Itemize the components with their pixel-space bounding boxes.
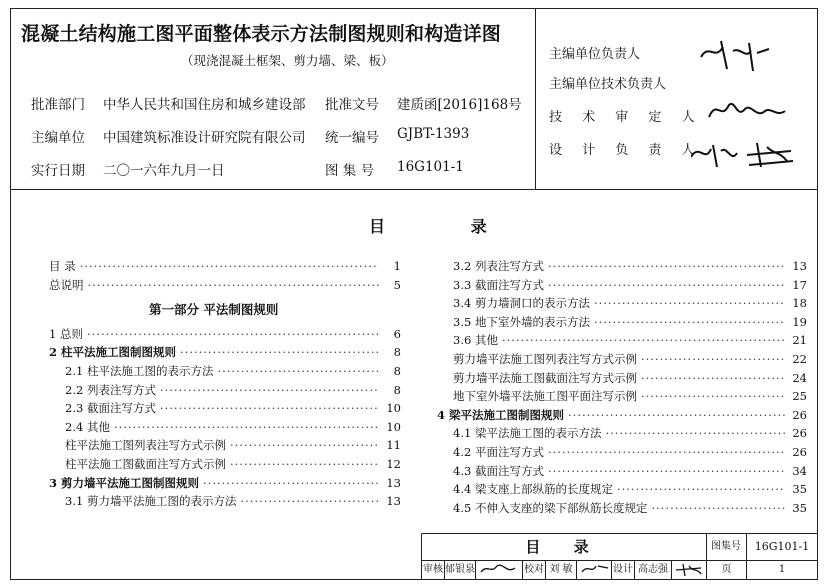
toc-entry-page: 34 xyxy=(792,463,807,478)
toc-entry-label: 2 柱平法施工图制图规则 xyxy=(49,345,177,360)
approval-dept-label: 批准部门 xyxy=(31,97,85,113)
toc-entry-label: 柱平法施工图列表注写方式示例 xyxy=(65,438,226,453)
toc-leader-dots xyxy=(651,499,785,517)
toc-leader-dots xyxy=(230,436,379,454)
toc-entry-label: 地下室外墙平法施工图平面注写示例 xyxy=(453,389,637,404)
toc-leader-dots xyxy=(641,387,785,405)
reviewer-sign-icon xyxy=(477,560,521,578)
toc-entry-label: 3.4 剪力墙洞口的表示方法 xyxy=(453,296,590,311)
title-block xyxy=(421,533,818,580)
toc-entry[interactable] xyxy=(49,325,401,343)
header-block xyxy=(11,9,817,190)
toc-entry-label: 2.1 柱平法施工图的表示方法 xyxy=(65,364,214,379)
toc-entry-page: 24 xyxy=(792,370,807,385)
toc-leader-dots xyxy=(641,350,785,368)
toc-entry[interactable] xyxy=(453,443,807,461)
toc-entry-page: 1 xyxy=(393,259,401,273)
toc-entry[interactable] xyxy=(65,455,401,473)
effective-date-label: 实行日期 xyxy=(31,163,85,179)
toc-entry-label: 4.3 截面注写方式 xyxy=(453,463,544,478)
toc-entry-page: 8 xyxy=(393,382,401,397)
toc-entry-page: 26 xyxy=(792,407,807,422)
approval-doc: 建质函[2016]168号 xyxy=(397,97,522,113)
toc-entry-page: 11 xyxy=(386,438,401,453)
reviewer-signature xyxy=(476,560,523,579)
page-title: 混凝土结构施工图平面整体表示方法制图规则和构造详图 xyxy=(21,23,502,45)
toc-entry-page: 12 xyxy=(386,457,401,472)
toc-entry-label: 3.1 剪力墙平法施工图的表示方法 xyxy=(65,494,237,509)
toc-entry-label: 柱平法施工图截面注写方式示例 xyxy=(65,457,226,472)
toc-entry-page: 8 xyxy=(393,345,401,360)
toc-entry[interactable] xyxy=(65,492,401,510)
approval-dept: 中华人民共和国住房和城乡建设部 xyxy=(103,97,306,113)
atlas-label: 图集号 xyxy=(706,534,747,560)
toc-entry[interactable] xyxy=(453,369,807,387)
role-tech-reviewer: 技 术 审 定 人 xyxy=(549,110,703,125)
role-design-lead: 设 计 负 责 人 xyxy=(549,143,703,158)
toc-entry-page: 35 xyxy=(792,482,807,497)
toc-leader-dots xyxy=(605,424,785,442)
toc-entry[interactable] xyxy=(49,257,401,275)
toc-leader-dots xyxy=(230,455,379,473)
toc-entry-page: 26 xyxy=(792,426,807,441)
toc-entry[interactable] xyxy=(453,499,807,517)
toc-leader-dots xyxy=(502,331,785,349)
toc-entry-label: 4 梁平法施工图制图规则 xyxy=(437,407,565,422)
toc-leader-dots xyxy=(548,462,785,480)
toc-entry-page: 10 xyxy=(386,401,401,416)
toc-leader-dots xyxy=(88,276,380,294)
role-tech-lead: 主编单位技术负责人 xyxy=(549,77,667,92)
designer-signature xyxy=(672,560,707,579)
toc-entry-label: 3.3 截面注写方式 xyxy=(453,277,544,292)
toc-entry-label: 4.1 梁平法施工图的表示方法 xyxy=(453,426,602,441)
unified-no: GJBT-1393 xyxy=(397,126,470,142)
editor-unit-label: 主编单位 xyxy=(31,130,85,146)
checker-sign-icon xyxy=(578,560,610,578)
toc-leader-dots xyxy=(568,406,785,424)
toc-entry[interactable] xyxy=(65,381,401,399)
designer-sign-icon xyxy=(673,560,705,578)
page-value: 1 xyxy=(778,564,786,575)
toc-entry-page: 6 xyxy=(393,326,401,341)
role-chief-editor: 主编单位负责人 xyxy=(549,47,641,62)
design-label: 设计 xyxy=(612,560,635,579)
toc-entry-page: 26 xyxy=(792,445,807,459)
title-block-name: 目 录 xyxy=(422,534,707,560)
toc-entry[interactable] xyxy=(453,350,807,368)
toc-entry[interactable] xyxy=(49,276,401,294)
editor-unit: 中国建筑标准设计研究院有限公司 xyxy=(103,130,306,146)
toc-entry-label: 剪力墙平法施工图列表注写方式示例 xyxy=(453,352,637,366)
toc-leader-dots xyxy=(548,276,785,294)
toc-entry-label: 4.4 梁支座上部纵筋的长度规定 xyxy=(453,482,613,497)
toc-entry[interactable] xyxy=(65,362,401,380)
toc-leader-dots xyxy=(594,294,785,312)
toc-entry-label: 3 剪力墙平法施工图制图规则 xyxy=(49,475,200,490)
toc-title: 目 录 xyxy=(369,217,527,236)
toc-entry[interactable] xyxy=(65,418,401,436)
checker-signature xyxy=(577,560,612,579)
toc-entry-page: 13 xyxy=(386,475,401,490)
toc-entry-page: 10 xyxy=(386,419,401,434)
designer-name: 高志强 xyxy=(635,560,672,579)
toc-entry-page: 13 xyxy=(386,494,401,509)
drawing-frame xyxy=(10,8,818,580)
toc-entry-label: 4.5 不伸入支座的梁下部纵筋长度规定 xyxy=(453,500,648,515)
toc-entry-label: 2.2 列表注写方式 xyxy=(65,382,156,397)
toc-entry-label: 目 录 xyxy=(49,259,76,273)
toc-leader-dots xyxy=(594,313,785,331)
toc-entry[interactable] xyxy=(453,331,807,349)
header-info xyxy=(11,9,536,189)
toc-entry[interactable] xyxy=(453,276,807,294)
toc-entry-label: 3.6 其他 xyxy=(453,333,498,348)
toc-entry-label: 3.2 列表注写方式 xyxy=(453,259,544,273)
atlas-no: 16G101-1 xyxy=(397,159,464,175)
title-block-top xyxy=(422,534,818,561)
toc-entry[interactable] xyxy=(49,343,401,361)
toc-entry-label: 2.3 截面注写方式 xyxy=(65,401,156,416)
toc-leader-dots xyxy=(240,492,379,510)
toc-entry-page: 17 xyxy=(792,277,807,292)
toc-entry[interactable] xyxy=(65,399,401,417)
toc-leader-dots xyxy=(87,325,379,343)
toc-entry-page: 18 xyxy=(792,296,807,311)
review-label: 审核 xyxy=(422,560,445,579)
toc-leader-dots xyxy=(617,480,785,498)
toc-entry-label: 剪力墙平法施工图截面注写方式示例 xyxy=(453,370,637,385)
toc-entry[interactable] xyxy=(453,462,807,480)
toc-entry-page: 22 xyxy=(792,352,807,366)
toc-entry-page: 35 xyxy=(792,500,807,515)
toc-entry[interactable] xyxy=(453,294,807,312)
reviewer-name: 郁银泉 xyxy=(445,560,476,579)
toc-entry-page: 8 xyxy=(393,364,401,379)
effective-date: 二〇一六年九月一日 xyxy=(103,163,225,179)
toc-entry[interactable] xyxy=(453,387,807,405)
toc-entry-label: 总说明 xyxy=(49,277,84,292)
toc-section-heading: 第一部分 平法制图规则 xyxy=(149,302,279,318)
toc-entry[interactable] xyxy=(453,313,807,331)
toc-entry-label: 2.4 其他 xyxy=(65,419,110,434)
toc-entry[interactable] xyxy=(65,436,401,454)
toc-leader-dots xyxy=(548,257,785,275)
page-subtitle: （现浇混凝土框架、剪力墙、梁、板） xyxy=(181,53,394,68)
toc-entry[interactable] xyxy=(453,424,807,442)
handwritten-signatures xyxy=(691,29,801,179)
toc-entry[interactable] xyxy=(453,480,807,498)
page-label: 页 xyxy=(707,560,747,579)
toc-entry[interactable] xyxy=(49,474,401,492)
toc-entry-page: 5 xyxy=(393,277,401,292)
toc-entry-page: 19 xyxy=(792,314,807,329)
toc-entry-label: 1 总则 xyxy=(49,326,83,341)
checker-name: 刘 敏 xyxy=(546,560,577,579)
unified-no-label: 统一编号 xyxy=(325,130,379,146)
toc-leader-dots xyxy=(180,343,379,361)
toc-leader-dots xyxy=(217,362,379,380)
toc-entry[interactable] xyxy=(437,406,807,424)
toc-entry-label: 4.2 平面注写方式 xyxy=(453,445,544,459)
toc-entry-label: 3.5 地下室外墙的表示方法 xyxy=(453,314,590,329)
toc-leader-dots xyxy=(548,443,785,461)
toc-leader-dots xyxy=(114,418,379,436)
toc-entry-page: 25 xyxy=(792,389,807,404)
toc-entry[interactable] xyxy=(453,257,807,275)
toc-leader-dots xyxy=(160,381,379,399)
atlas-value: 16G101-1 xyxy=(754,540,810,553)
check-label: 校对 xyxy=(523,560,546,579)
toc-leader-dots xyxy=(203,474,379,492)
toc-leader-dots xyxy=(160,399,379,417)
approval-doc-label: 批准文号 xyxy=(325,97,379,113)
toc-leader-dots xyxy=(80,257,379,275)
toc-entry-page: 21 xyxy=(792,333,807,348)
toc-entry-page: 13 xyxy=(792,259,807,273)
atlas-no-label: 图 集 号 xyxy=(325,163,375,179)
toc-leader-dots xyxy=(641,369,785,387)
